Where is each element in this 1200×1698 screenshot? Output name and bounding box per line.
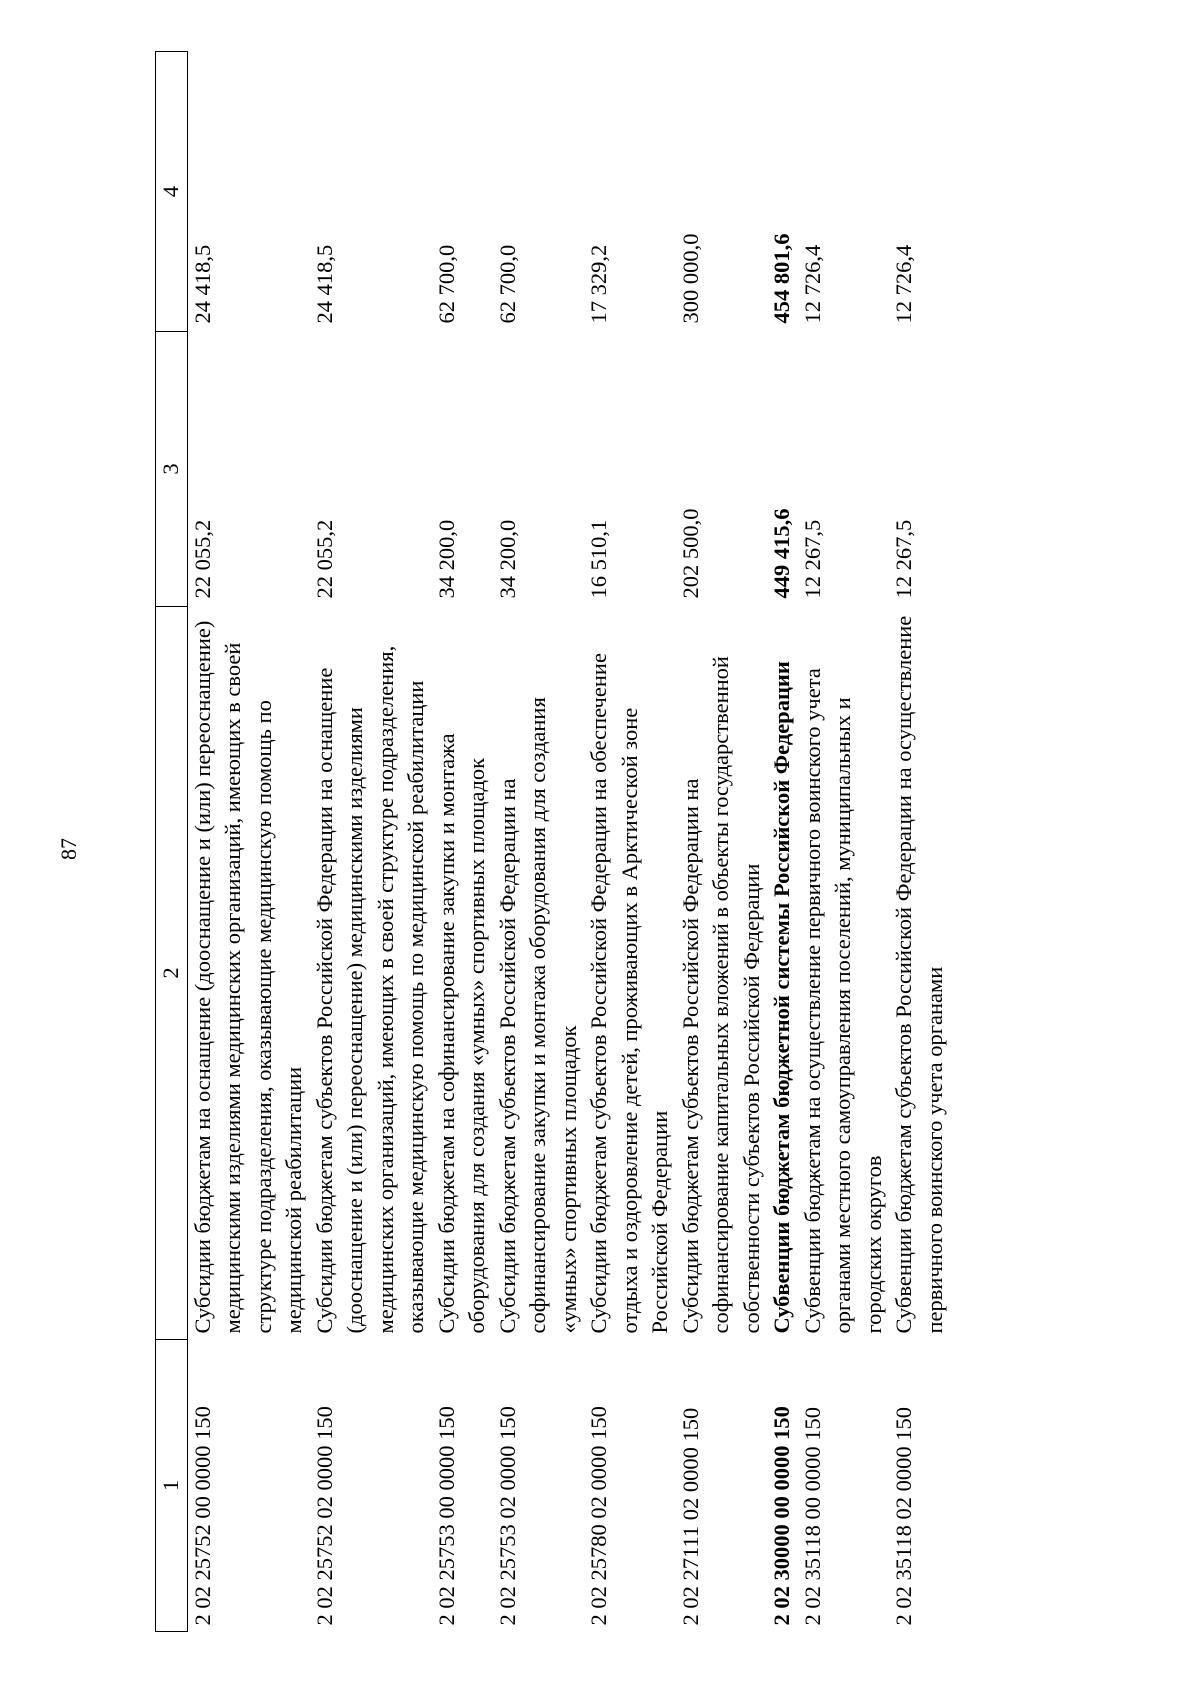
table-row [889, 52, 950, 1632]
name-cell: Субсидии бюджетам на оснащение (дооснащение и (или) переоснащение) медицинскими изделиями медицинских организаций, имеющих в своей структуре подразделения, оказывающие медицинскую помощь по медицинской реабилитации [189, 620, 306, 1334]
code-cell: 2 02 27111 02 0000 150 [677, 1407, 703, 1626]
column-header-1: 1 [156, 1340, 188, 1632]
table-row [676, 52, 768, 1632]
value-cell-col4: 62 700,0 [433, 244, 459, 324]
name-cell: Субсидии бюджетам субъектов Российской Федерации на обеспечение отдыха и оздоровление детей, проживающих в Арктической зоне Российской Федерации [586, 653, 672, 1334]
name-cell: Субвенции бюджетам субъектов Российской Федерации на осуществление первичного воинского учета органами [891, 615, 947, 1334]
code-cell: 2 02 35118 00 0000 150 [799, 1406, 825, 1626]
value-cell-col3: 202 500,0 [677, 508, 703, 599]
table-body [187, 52, 950, 1632]
code-cell: 2 02 25753 02 0000 150 [494, 1406, 520, 1626]
name-cell: Субсидии бюджетам субъектов Российской Федерации на софинансирование закупки и монтажа оборудования для создания «умных» спортивных площадок [494, 697, 581, 1334]
code-cell: 2 02 25752 02 0000 150 [311, 1406, 337, 1626]
value-cell-col4: 300 000,0 [677, 233, 703, 324]
value-cell-col3: 34 200,0 [433, 519, 459, 599]
code-cell: 2 02 25780 02 0000 150 [586, 1406, 611, 1626]
table-row [767, 52, 798, 1632]
value-cell-col3: 22 055,2 [311, 519, 337, 599]
table-row [798, 52, 890, 1632]
table-row [187, 52, 310, 1632]
value-cell-col4: 454 801,6 [769, 233, 794, 324]
page-number: 87 [56, 838, 81, 860]
value-cell-col3: 12 267,5 [799, 519, 825, 599]
name-cell: Субсидии бюджетам субъектов Российской Федерации на оснащение (дооснащение и (или) переоснащение) медицинскими изделиями медицинских организаций, имеющих в своей структуре подразделения, оказывающие медицинскую помощь по медицинской реабилитации [311, 645, 428, 1334]
code-cell: 2 02 30000 00 0000 150 [769, 1406, 794, 1626]
value-cell-col3: 22 055,2 [189, 519, 215, 599]
table-header-row [156, 52, 188, 1632]
table-row [493, 52, 585, 1632]
value-cell-col4: 12 726,4 [891, 244, 916, 324]
name-cell: Субвенции бюджетам бюджетной системы Российской Федерации [769, 661, 794, 1334]
budget-table [155, 51, 950, 1632]
value-cell-col3: 12 267,5 [891, 519, 916, 599]
value-cell-col4: 12 726,4 [799, 244, 825, 324]
value-cell-col4: 24 418,5 [189, 244, 215, 324]
name-cell: Субсидии бюджетам субъектов Российской Федерации на софинансирование капитальных вложений в объекты государственной собственности субъектов Российской Федерации [677, 656, 764, 1334]
value-cell-col4: 62 700,0 [494, 244, 520, 324]
table-container [155, 52, 1200, 1632]
column-header-3: 3 [156, 332, 188, 607]
value-cell-col3: 34 200,0 [494, 519, 520, 599]
code-cell: 2 02 25752 00 0000 150 [189, 1406, 215, 1626]
value-cell-col4: 24 418,5 [311, 244, 337, 324]
name-cell: Субсидии бюджетам на софинансирование закупки и монтажа оборудования для создания «умных» спортивных площадок [433, 733, 489, 1334]
column-header-2: 2 [156, 607, 188, 1340]
column-header-4: 4 [156, 52, 188, 332]
value-cell-col4: 17 329,2 [586, 244, 611, 324]
table-row [432, 52, 493, 1632]
value-cell-col3: 16 510,1 [586, 519, 611, 599]
table-row [310, 52, 432, 1632]
table-row [584, 52, 676, 1632]
code-cell: 2 02 25753 00 0000 150 [433, 1406, 459, 1626]
code-cell: 2 02 35118 02 0000 150 [891, 1406, 916, 1626]
value-cell-col3: 449 415,6 [769, 508, 794, 599]
name-cell: Субвенции бюджетам на осуществление первичного воинского учета органами местного самоуправления поселений, муниципальных и городских округов [799, 668, 886, 1334]
